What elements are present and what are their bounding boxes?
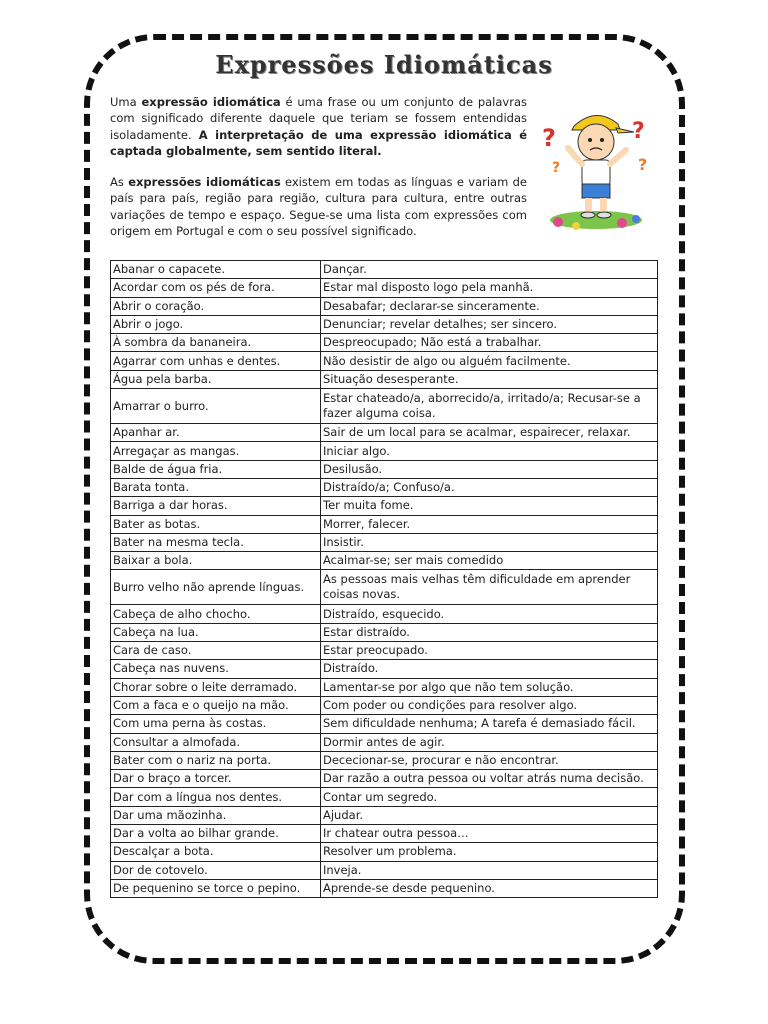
meaning-cell: Ajudar. bbox=[321, 806, 658, 824]
meaning-cell: Despreocupado; Não está a trabalhar. bbox=[321, 334, 658, 352]
expression-cell: Chorar sobre o leite derramado. bbox=[111, 678, 321, 696]
expression-cell: À sombra da bananeira. bbox=[111, 334, 321, 352]
meaning-cell: Desabafar; declarar-se sinceramente. bbox=[321, 297, 658, 315]
expression-cell: Com a faca e o queijo na mão. bbox=[111, 696, 321, 714]
table-row bbox=[111, 424, 658, 442]
table-row bbox=[111, 861, 658, 879]
expression-cell: Abanar o capacete. bbox=[111, 261, 321, 279]
table-row bbox=[111, 770, 658, 788]
expression-cell: Amarrar o burro. bbox=[111, 389, 321, 424]
expression-cell: Agarrar com unhas e dentes. bbox=[111, 352, 321, 370]
expression-cell: Dar com a língua nos dentes. bbox=[111, 788, 321, 806]
table-row bbox=[111, 623, 658, 641]
table-row bbox=[111, 515, 658, 533]
meaning-cell: Situação desesperante. bbox=[321, 370, 658, 388]
meaning-cell: Não desistir de algo ou alguém facilmente. bbox=[321, 352, 658, 370]
intro-text-run: Uma bbox=[110, 95, 142, 109]
expression-cell: Cabeça de alho chocho. bbox=[111, 605, 321, 623]
confused-boy-illustration bbox=[538, 102, 656, 236]
table-row bbox=[111, 642, 658, 660]
expression-cell: Acordar com os pés de fora. bbox=[111, 279, 321, 297]
table-row bbox=[111, 678, 658, 696]
page-title: Expressões Idiomáticas bbox=[215, 50, 553, 79]
expression-cell: Burro velho não aprende línguas. bbox=[111, 570, 321, 605]
expression-cell: Dar uma mãozinha. bbox=[111, 806, 321, 824]
meaning-cell: Iniciar algo. bbox=[321, 442, 658, 460]
table-row bbox=[111, 788, 658, 806]
intro-text-run: As bbox=[110, 175, 129, 190]
expression-cell: Cabeça na lua. bbox=[111, 623, 321, 641]
meaning-cell: Dececionar-se, procurar e não encontrar. bbox=[321, 751, 658, 769]
expressions-table-body bbox=[111, 261, 658, 898]
table-row bbox=[111, 389, 658, 424]
expression-cell: Bater na mesma tecla. bbox=[111, 533, 321, 551]
meaning-cell: Resolver um problema. bbox=[321, 843, 658, 861]
meaning-cell: Estar preocupado. bbox=[321, 642, 658, 660]
meaning-cell: Lamentar-se por algo que não tem solução. bbox=[321, 678, 658, 696]
intro-paragraph-2 bbox=[110, 174, 527, 239]
meaning-cell: Contar um segredo. bbox=[321, 788, 658, 806]
meaning-cell: Insistir. bbox=[321, 533, 658, 551]
expression-cell: Cabeça nas nuvens. bbox=[111, 660, 321, 678]
meaning-cell: Acalmar-se; ser mais comedido bbox=[321, 552, 658, 570]
expression-cell: Descalçar a bota. bbox=[111, 843, 321, 861]
intro-text-run: A interpretação de uma expressão idiomática é captada globalmente, sem sentido literal. bbox=[110, 127, 528, 158]
expression-cell: Arregaçar as mangas. bbox=[111, 442, 321, 460]
intro-text-run: é uma frase ou um conjunto de palavras com significado diferente daquele que teriam se fossem entendidas isoladamente. bbox=[110, 95, 527, 142]
meaning-cell: Sem dificuldade nenhuma; A tarefa é demasiado fácil. bbox=[321, 715, 658, 733]
intro-text-run: expressões idiomáticas bbox=[128, 175, 281, 190]
expression-cell: Abrir o jogo. bbox=[111, 315, 321, 333]
table-row bbox=[111, 696, 658, 714]
table-row bbox=[111, 352, 658, 370]
meaning-cell: As pessoas mais velhas têm dificuldade em aprender coisas novas. bbox=[321, 570, 658, 605]
meaning-cell: Ir chatear outra pessoa… bbox=[321, 825, 658, 843]
table-row bbox=[111, 715, 658, 733]
expression-cell: Bater com o nariz na porta. bbox=[111, 751, 321, 769]
expression-cell: Com uma perna às costas. bbox=[111, 715, 321, 733]
expression-cell: Barata tonta. bbox=[111, 478, 321, 496]
intro-text bbox=[110, 94, 527, 254]
meaning-cell: Distraído/a; Confuso/a. bbox=[321, 478, 658, 496]
table-row bbox=[111, 533, 658, 551]
expression-cell: Dar a volta ao bilhar grande. bbox=[111, 825, 321, 843]
table-row bbox=[111, 460, 658, 478]
expression-cell: Abrir o coração. bbox=[111, 297, 321, 315]
svg-text:?: ? bbox=[542, 124, 556, 152]
expression-cell: Baixar a bola. bbox=[111, 552, 321, 570]
meaning-cell: Morrer, falecer. bbox=[321, 515, 658, 533]
meaning-cell: Ter muita fome. bbox=[321, 497, 658, 515]
meaning-cell: Aprende-se desde pequenino. bbox=[321, 879, 658, 897]
expression-cell: Água pela barba. bbox=[111, 370, 321, 388]
meaning-cell: Estar mal disposto logo pela manhã. bbox=[321, 279, 658, 297]
table-row bbox=[111, 843, 658, 861]
meaning-cell: Estar distraído. bbox=[321, 623, 658, 641]
expression-cell: De pequenino se torce o pepino. bbox=[111, 879, 321, 897]
svg-text:?: ? bbox=[632, 119, 645, 144]
expression-cell: Dor de cotovelo. bbox=[111, 861, 321, 879]
table-row bbox=[111, 751, 658, 769]
meaning-cell: Distraído. bbox=[321, 660, 658, 678]
table-row bbox=[111, 660, 658, 678]
meaning-cell: Desilusão. bbox=[321, 460, 658, 478]
table-row bbox=[111, 552, 658, 570]
table-row bbox=[111, 297, 658, 315]
table-row bbox=[111, 806, 658, 824]
table-row bbox=[111, 605, 658, 623]
table-row bbox=[111, 497, 658, 515]
meaning-cell: Inveja. bbox=[321, 861, 658, 879]
svg-text:?: ? bbox=[638, 155, 648, 174]
expression-cell: Consultar a almofada. bbox=[111, 733, 321, 751]
expression-cell: Dar o braço a torcer. bbox=[111, 770, 321, 788]
table-row bbox=[111, 478, 658, 496]
expression-cell: Balde de água fria. bbox=[111, 460, 321, 478]
intro-paragraph-1 bbox=[110, 94, 527, 159]
expression-cell: Apanhar ar. bbox=[111, 424, 321, 442]
meaning-cell: Denunciar; revelar detalhes; ser sincero. bbox=[321, 315, 658, 333]
meaning-cell: Com poder ou condições para resolver algo. bbox=[321, 696, 658, 714]
meaning-cell: Estar chateado/a, aborrecido/a, irritado/a; Recusar-se a fazer alguma coisa. bbox=[321, 389, 658, 424]
table-row bbox=[111, 370, 658, 388]
meaning-cell: Dançar. bbox=[321, 261, 658, 279]
expression-cell: Bater as botas. bbox=[111, 515, 321, 533]
meaning-cell: Dar razão a outra pessoa ou voltar atrás numa decisão. bbox=[321, 770, 658, 788]
table-row bbox=[111, 825, 658, 843]
table-row bbox=[111, 334, 658, 352]
table-row bbox=[111, 879, 658, 897]
expression-cell: Barriga a dar horas. bbox=[111, 497, 321, 515]
expression-cell: Cara de caso. bbox=[111, 642, 321, 660]
expressions-table bbox=[110, 260, 658, 898]
meaning-cell: Distraído, esquecido. bbox=[321, 605, 658, 623]
meaning-cell: Sair de um local para se acalmar, espairecer, relaxar. bbox=[321, 424, 658, 442]
svg-text:?: ? bbox=[552, 160, 561, 176]
intro-text-run: expressão idiomática bbox=[141, 95, 281, 109]
meaning-cell: Dormir antes de agir. bbox=[321, 733, 658, 751]
table-row bbox=[111, 570, 658, 605]
table-row bbox=[111, 261, 658, 279]
table-row bbox=[111, 442, 658, 460]
table-row bbox=[111, 315, 658, 333]
intro-text-run: existem em todas as línguas e variam de país para país, região para região, cultura para cultura, entre outras variações de tempo e espaço. Segue-se uma lista com expressões com origem em Portugal e com o seu possível significado. bbox=[110, 175, 527, 239]
table-row bbox=[111, 733, 658, 751]
table-row bbox=[111, 279, 658, 297]
